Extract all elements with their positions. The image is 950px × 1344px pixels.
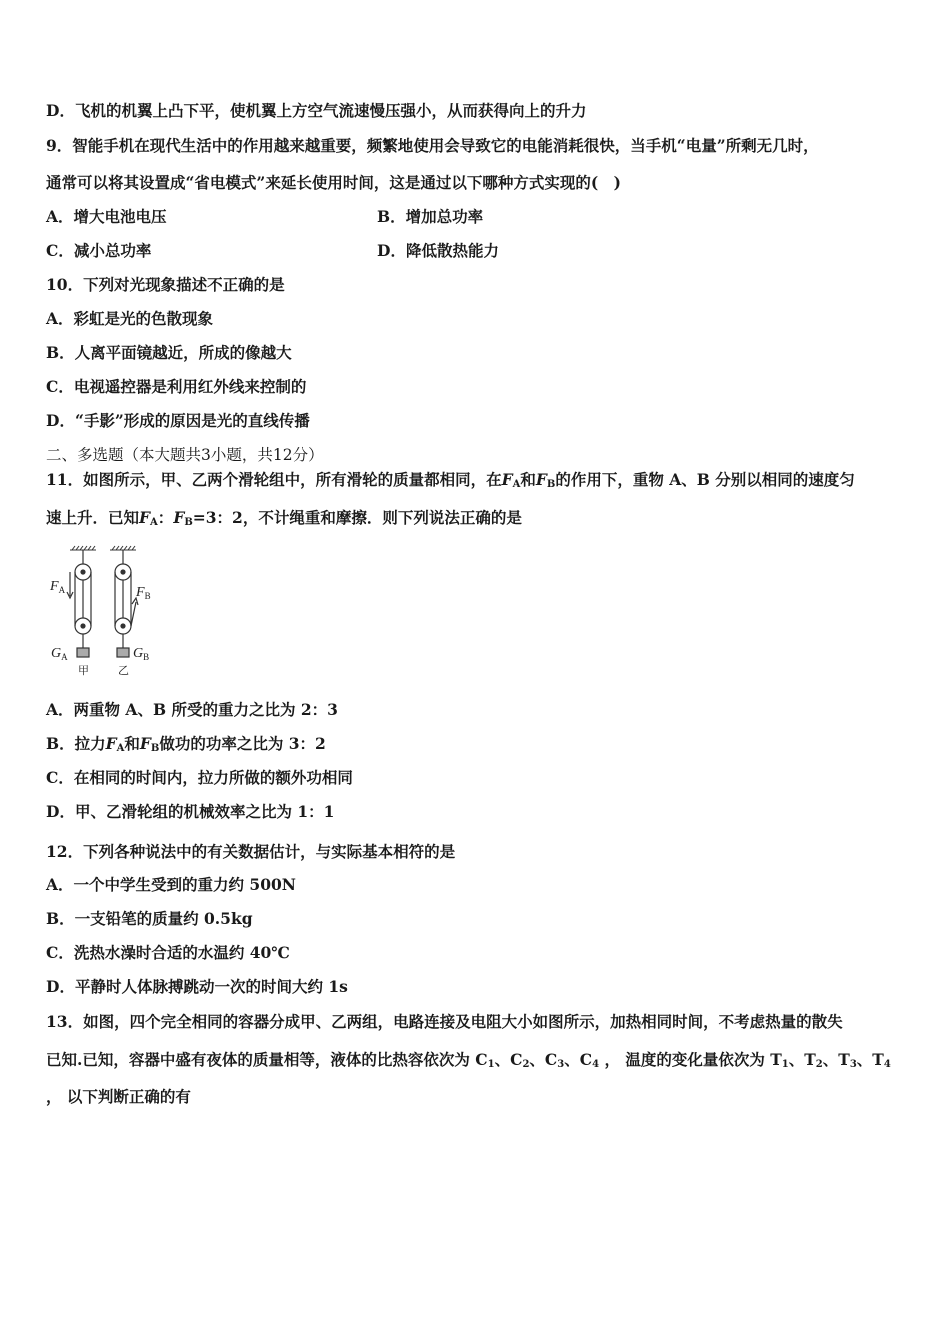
q13-stem-line1: 13．如图，四个完全相同的容器分成甲、乙两组，电路连接及电阻大小如图所示，加热相同时间，不考虑热量的散失 bbox=[46, 1012, 843, 1031]
q12-option-c: C．洗热水澡时合适的水温约 40℃ bbox=[46, 943, 290, 962]
pulley-system-figure bbox=[44, 544, 174, 680]
label-force-fb: $F_B$ bbox=[136, 585, 151, 601]
pulley-group-yi bbox=[115, 550, 138, 657]
q11-option-a: A．两重物 A、B 所受的重力之比为 2：3 bbox=[46, 700, 338, 719]
q12-option-a: A．一个中学生受到的重力约 500N bbox=[46, 875, 296, 894]
q11-stem-line2: 速上升．已知$F_A$：$F_B=3$：2，不计绳重和摩擦．则下列说法正确的是 bbox=[46, 508, 522, 528]
q10-option-d: D．“手影”形成的原因是光的直线传播 bbox=[46, 411, 310, 430]
ceiling-hatch-jia bbox=[70, 546, 96, 550]
q9-stem-line1: 9．智能手机在现代生活中的作用越来越重要，频繁地使用会导致它的电能消耗很快，当手机“电量”所剩无几时， bbox=[46, 136, 819, 155]
label-yi: 乙 bbox=[118, 665, 129, 677]
q10-stem: 10．下列对光现象描述不正确的是 bbox=[46, 275, 285, 294]
q13-stem-line2: 已知.已知，容器中盛有夜体的质量相等，液体的比热容依次为 $C_1$、$C_2$、$C_3$、$C_4$ ， 温度的变化量依次为 $T_1$、$T_2$、$T_3$、$T_4$ bbox=[46, 1050, 891, 1070]
label-weight-ga: $G_A$ bbox=[51, 646, 68, 662]
q11-option-b: B．拉力$F_A$和$F_B$做功的功率之比为 3：2 bbox=[46, 734, 326, 754]
q11-stem-line1: 11．如图所示，甲、乙两个滑轮组中，所有滑轮的质量都相同，在$F_A$和$F_B$的作用下，重物 A、B 分别以相同的速度匀 bbox=[46, 470, 855, 490]
q9-option-c: C．减小总功率 bbox=[46, 241, 152, 260]
label-force-fa: $F_A$ bbox=[50, 579, 66, 595]
q12-option-b: B．一支铅笔的质量约 0.5kg bbox=[46, 909, 253, 928]
label-weight-gb: $G_B$ bbox=[133, 646, 150, 662]
q10-option-c: C．电视遥控器是利用红外线来控制的 bbox=[46, 377, 307, 396]
q13-stem-line3: ， 以下判断正确的有 bbox=[46, 1087, 191, 1106]
q9-option-a: A．增大电池电压 bbox=[46, 207, 167, 226]
q10-option-b: B．人离平面镜越近，所成的像越大 bbox=[46, 343, 292, 362]
pulley-group-jia bbox=[67, 550, 91, 657]
ceiling-hatch-yi bbox=[110, 546, 136, 550]
q9-option-b: B．增加总功率 bbox=[377, 207, 484, 226]
q11-option-d: D．甲、乙滑轮组的机械效率之比为 1：1 bbox=[46, 802, 335, 821]
section-multi-choice-heading: 二、多选题（本大题共3小题，共12分） bbox=[46, 446, 324, 464]
q9-stem-line2: 通常可以将其设置成“省电模式”来延长使用时间，这是通过以下哪种方式实现的( ) bbox=[46, 173, 622, 192]
q12-option-d: D．平静时人体脉搏跳动一次的时间大约 1s bbox=[46, 977, 348, 996]
q11-option-c: C．在相同的时间内，拉力所做的额外功相同 bbox=[46, 768, 353, 787]
q8-option-d: D．飞机的机翼上凸下平，使机翼上方空气流速慢压强小，从而获得向上的升力 bbox=[46, 101, 587, 120]
q12-stem: 12．下列各种说法中的有关数据估计，与实际基本相符的是 bbox=[46, 842, 456, 861]
q9-option-d: D．降低散热能力 bbox=[377, 241, 499, 260]
q10-option-a: A．彩虹是光的色散现象 bbox=[46, 309, 214, 328]
label-jia: 甲 bbox=[78, 665, 89, 677]
